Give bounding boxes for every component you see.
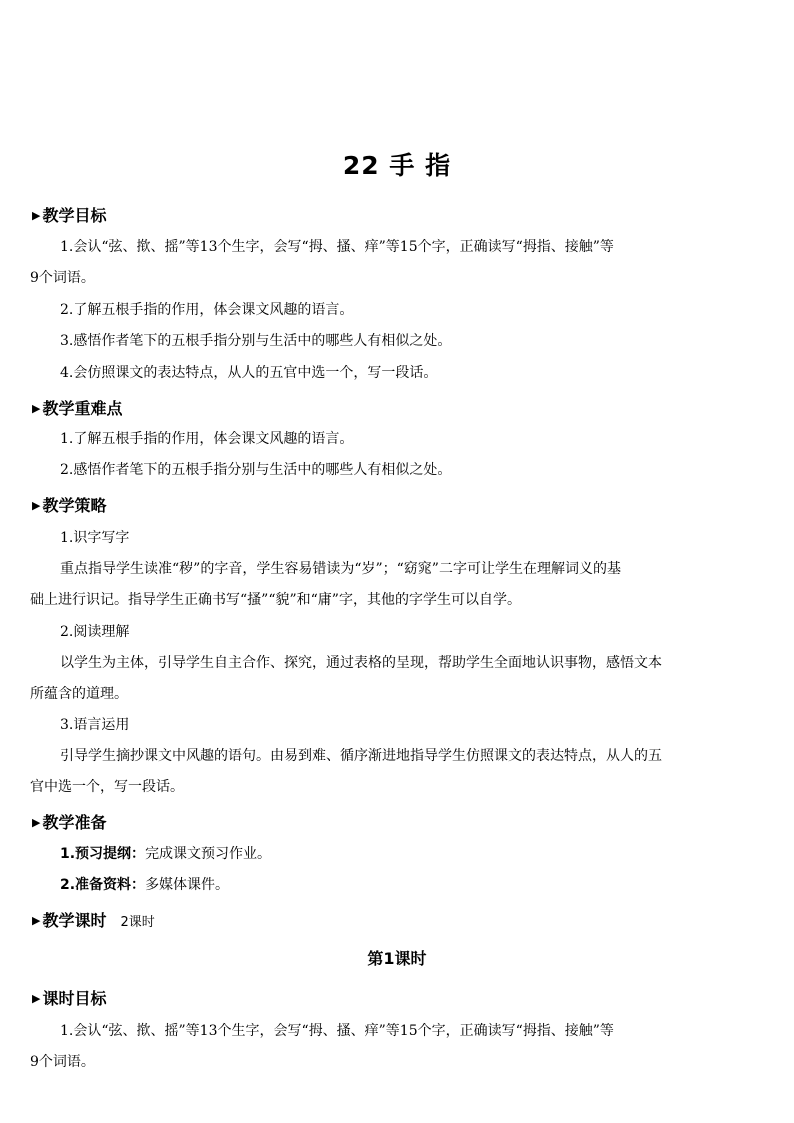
triangle-bullet-icon: ▶ <box>32 209 41 222</box>
goal-line-1: 1.会认“弦、揿、摇”等13个生字，会写“拇、搔、痒”等15个字，正确读写“拇指、接触”等 <box>60 239 614 255</box>
key-point-line-1: 1.了解五根手指的作用，体会课文风趣的语言。 <box>60 431 354 447</box>
prep-line-2 <box>60 875 229 895</box>
section-heading-key-points <box>32 396 122 419</box>
lesson-1-title: 第1课时 <box>367 949 427 968</box>
goal-line-1-cont: 9个词语。 <box>30 270 95 286</box>
heading-text: 课时目标 <box>42 989 107 1008</box>
key-point-line-2: 2.感悟作者笔下的五根手指分别与生活中的哪些人有相似之处。 <box>60 462 452 478</box>
strategy-subheading-3: 3.语言运用 <box>60 717 130 733</box>
hours-value: 2课时 <box>120 915 155 930</box>
strategy-paragraph-2: 以学生为主体，引导学生自主合作、探究，通过表格的呈现，帮助学生全面地认识事物，感悟文本 <box>60 655 662 671</box>
section-heading-hours <box>32 908 155 931</box>
lesson-goal-line-1-cont: 9个词语。 <box>30 1054 95 1070</box>
triangle-bullet-icon: ▶ <box>32 992 41 1005</box>
triangle-bullet-icon: ▶ <box>32 499 41 512</box>
strategy-paragraph-3-cont: 官中选一个，写一段话。 <box>30 779 184 795</box>
goal-line-4: 4.会仿照课文的表达特点，从人的五官中选一个，写一段话。 <box>60 365 438 381</box>
goal-line-2: 2.了解五根手指的作用，体会课文风趣的语言。 <box>60 302 354 318</box>
triangle-bullet-icon: ▶ <box>32 914 41 927</box>
strategy-paragraph-1-cont: 础上进行识记。指导学生正确书写“搔”“貌”和“庸”字，其他的字学生可以自学。 <box>30 592 521 608</box>
prep-text-1: 完成课文预习作业。 <box>145 846 272 862</box>
goal-line-3: 3.感悟作者笔下的五根手指分别与生活中的哪些人有相似之处。 <box>60 333 452 349</box>
section-heading-lesson-goals <box>32 986 106 1009</box>
lesson-goal-line-1: 1.会认“弦、揿、摇”等13个生字，会写“拇、搔、痒”等15个字，正确读写“拇指、接触”等 <box>60 1023 614 1039</box>
strategy-subheading-2: 2.阅读理解 <box>60 624 130 640</box>
heading-text: 教学重难点 <box>42 399 123 418</box>
triangle-bullet-icon: ▶ <box>32 816 41 829</box>
prep-label-1: 1.预习提纲： <box>60 846 146 862</box>
triangle-bullet-icon: ▶ <box>32 402 41 415</box>
strategy-subheading-1: 1.识字写字 <box>60 530 130 546</box>
heading-text: 教学目标 <box>42 206 107 225</box>
section-heading-goals <box>32 203 106 226</box>
strategy-paragraph-2-cont: 所蕴含的道理。 <box>30 686 128 702</box>
page-title: 22 手 指 <box>342 151 452 180</box>
strategy-paragraph-3: 引导学生摘抄课文中风趣的语句。由易到难、循序渐进地指导学生仿照课文的表达特点，从人的五 <box>60 748 662 764</box>
prep-text-2: 多媒体课件。 <box>145 877 230 893</box>
prep-label-2: 2.准备资料： <box>60 877 146 893</box>
heading-text: 教学准备 <box>42 813 107 832</box>
strategy-paragraph-1: 重点指导学生读准“秽”的字音，学生容易错读为“岁”；“窈窕”二字可让学生在理解词义的基 <box>60 561 621 577</box>
prep-line-1 <box>60 844 271 864</box>
section-heading-prep <box>32 810 106 833</box>
section-heading-strategy <box>32 493 106 516</box>
heading-text: 教学策略 <box>42 496 107 515</box>
heading-text: 教学课时 <box>42 911 107 930</box>
